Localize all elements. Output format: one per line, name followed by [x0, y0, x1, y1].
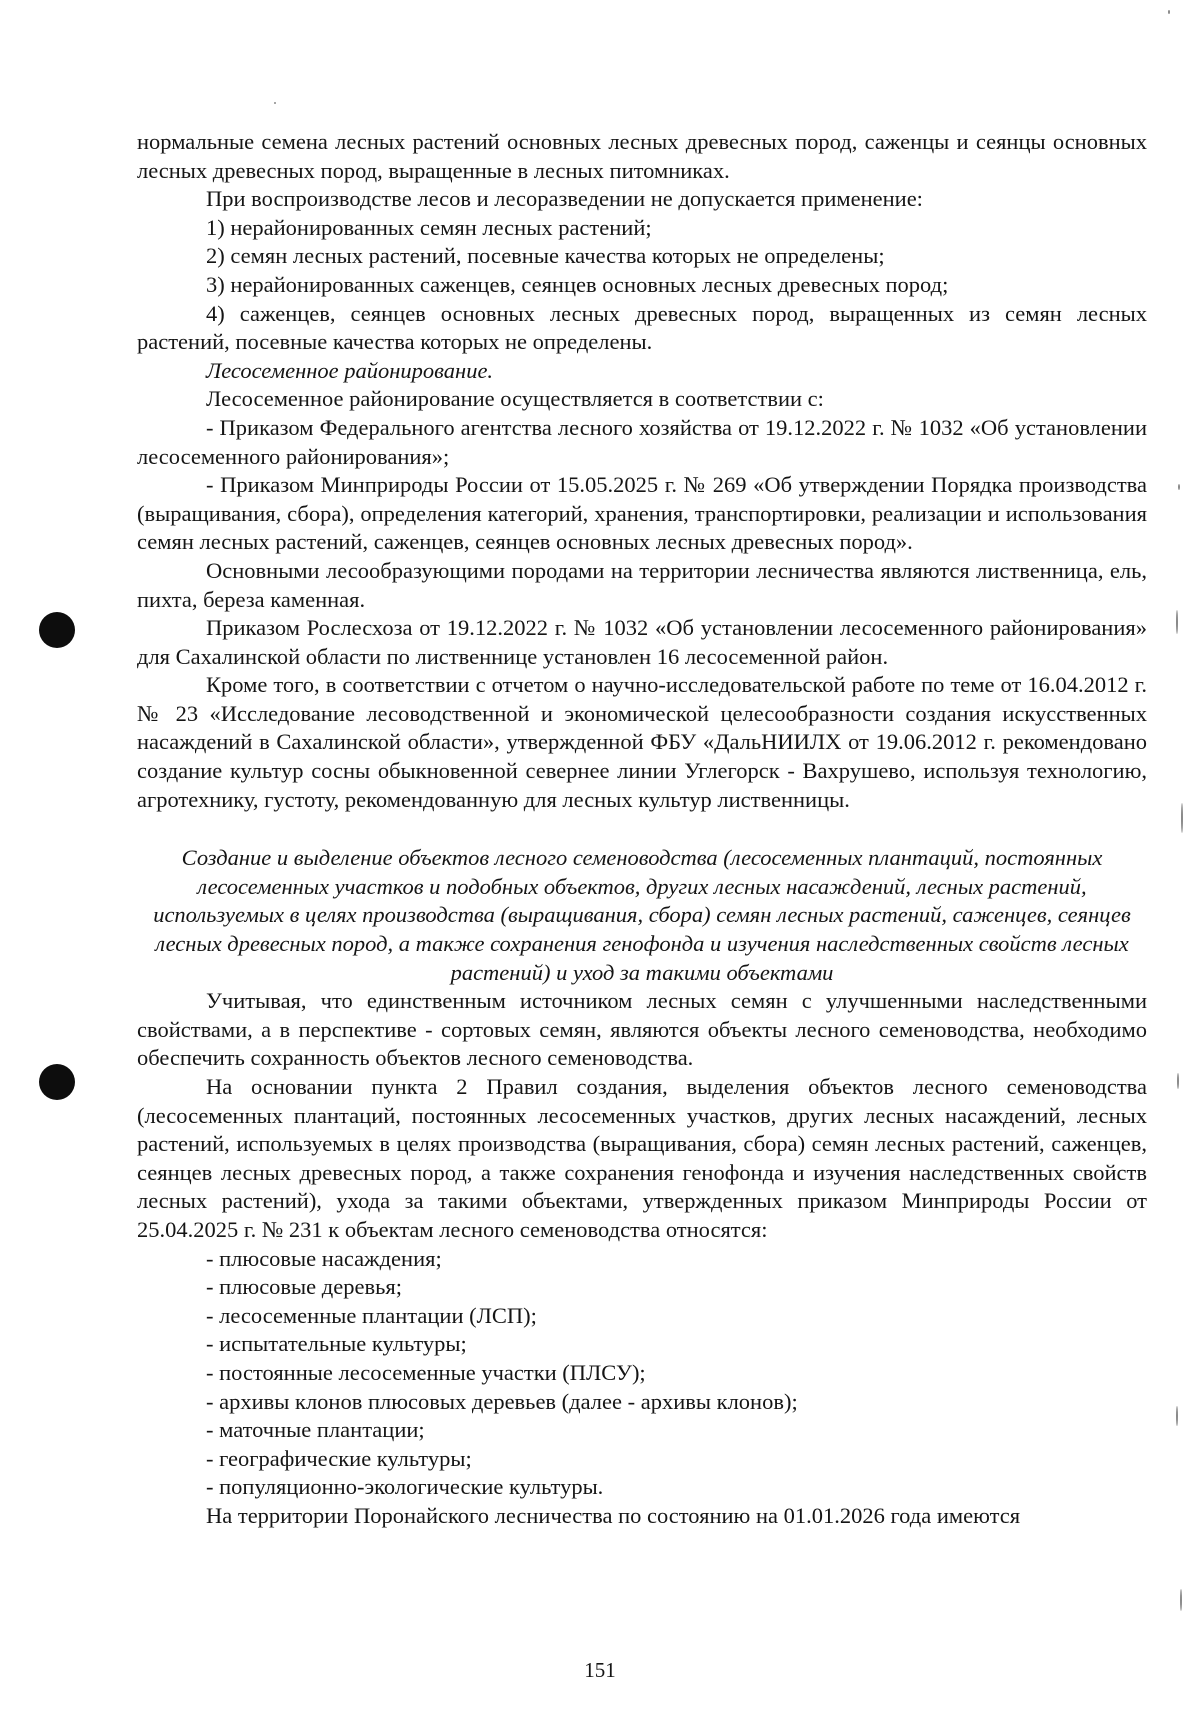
list-item: 4) саженцев, сеянцев основных лесных древесных пород, выращенных из семян лесных растений, посевные качества которых не определены. [137, 300, 1147, 355]
punch-hole-lower [39, 1064, 75, 1100]
objects-list-item: - архивы клонов плюсовых деревьев (далее - архивы клонов); [206, 1388, 798, 1414]
page-number: 151 [584, 1658, 616, 1682]
objects-list-item: - плюсовые деревья; [206, 1274, 402, 1300]
scan-speck [1176, 1406, 1178, 1426]
body-paragraph: Лесосеменное районирование осуществляется в соответствии с: [206, 386, 824, 412]
scan-speck [1168, 10, 1170, 14]
body-paragraph: Приказом Рослесхоза от 19.12.2022 г. № 1032 «Об установлении лесосеменного районирования» для Сахалинской области по лиственнице установлен 16 лесосеменной район. [137, 615, 1147, 669]
body-paragraph: На территории Поронайского лесничества по состоянию на 01.01.2026 года имеются [206, 1502, 1021, 1528]
objects-list-item: - географические культуры; [206, 1445, 472, 1471]
reference-item: - Приказом Минприроды России от 15.05.2025 г. № 269 «Об утверждении Порядка производства (выращивания, сбора), определения категорий, хранения, транспортировки, реализации и использования семян лесных растений, саженцев, сеянцев основных лесных древесных пород». [137, 472, 1147, 555]
subsection-title: Лесосеменное районирование. [206, 357, 494, 383]
scan-speck [1180, 1589, 1182, 1611]
objects-list-item: - испытательные культуры; [206, 1331, 467, 1357]
body-paragraph: Основными лесообразующими породами на территории лесничества являются лиственница, ель, пихта, береза каменная. [137, 557, 1147, 612]
objects-list-item: - плюсовые насаждения; [206, 1245, 442, 1271]
punch-hole-upper [39, 612, 75, 648]
section-heading: Создание и выделение объектов лесного семеноводства (лесосеменных плантаций, постоянных лесосеменных участков и подобных объектов, других лесных насаждений, лесных растений, используемых в целях производства (выращивания, сбора) семян лесных растений, саженцев, сеянцев лесных древесных пород, а также сохранения генофонда и изучения наследственных свойств лесных растений) и уход за такими объектами [153, 845, 1131, 985]
scan-speck [1178, 484, 1180, 490]
objects-list-item: - популяционно-экологические культуры. [206, 1474, 604, 1500]
scan-speck [1176, 610, 1178, 634]
objects-list-item: - лесосеменные плантации (ЛСП); [206, 1302, 537, 1328]
objects-list-item: - постоянные лесосеменные участки (ПЛСУ); [206, 1359, 646, 1385]
reference-item: - Приказом Федерального агентства лесного хозяйства от 19.12.2022 г. № 1032 «Об установлении лесосеменного районирования»; [137, 414, 1147, 469]
body-paragraph: нормальные семена лесных растений основных лесных древесных пород, саженцы и сеянцы основных лесных древесных пород, выращенные в лесных питомниках. [137, 129, 1147, 183]
body-paragraph: Учитывая, что единственным источником лесных семян с улучшенными наследственными свойствами, а в перспективе - сортовых семян, являются объекты лесного семеноводства, необходимо обеспечить сохранность объектов лесного семеноводства. [137, 988, 1147, 1071]
body-paragraph: На основании пункта 2 Правил создания, выделения объектов лесного семеноводства (лесосеменных плантаций, постоянных лесосеменных участков, других лесных насаждений, лесных растений, используемых в целях производства (выращивания, сбора) семян лесных растений, саженцев, сеянцев лесных древесных пород, а также сохранения генофонда и изучения наследственных свойств лесных растений), ухода за такими объектами, утвержденных приказом Минприроды России от 25.04.2025 г. № 231 к объектам лесного семеноводства относятся: [137, 1074, 1147, 1242]
list-item: 2) семян лесных растений, посевные качества которых не определены; [206, 243, 885, 269]
scan-speck [1177, 1073, 1179, 1089]
section-gap [137, 814, 1147, 844]
list-item: 1) нерайонированных семян лесных растений; [206, 214, 652, 240]
objects-list-item: - маточные плантации; [206, 1417, 425, 1443]
scan-speck [1181, 803, 1183, 833]
document-body [137, 128, 1147, 1531]
body-paragraph: При воспроизводстве лесов и лесоразведении не допускается применение: [206, 186, 923, 212]
body-paragraph: Кроме того, в соответствии с отчетом о научно-исследовательской работе по теме от 16.04.2012 г. № 23 «Исследование лесоводственной и экономической целесообразности создания искусственных насаждений в Сахалинской области», утвержденной ФБУ «ДальНИИЛХ от 19.06.2012 г. рекомендовано создание культур сосны обыкновенной севернее линии Углегорск - Вахрушево, используя технологию, агротехнику, густоту, рекомендованную для лесных культур лиственницы. [137, 672, 1147, 812]
list-item: 3) нерайонированных саженцев, сеянцев основных лесных древесных пород; [206, 271, 949, 297]
scan-speck [274, 102, 276, 104]
